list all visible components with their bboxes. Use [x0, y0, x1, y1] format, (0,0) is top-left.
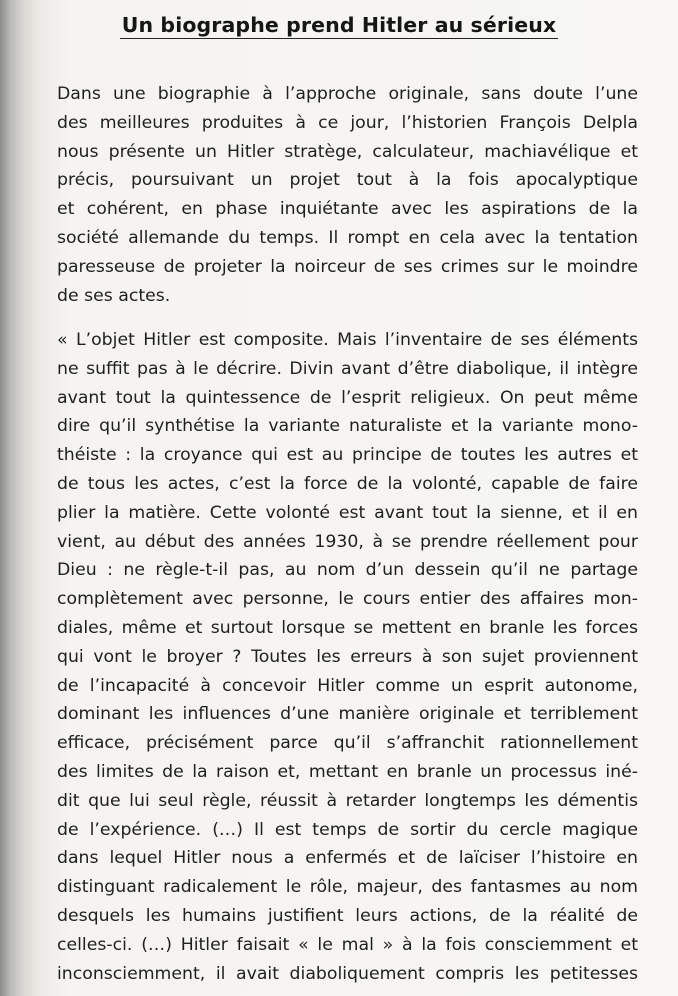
text-line: desquels les humains justifient leurs actions, de la réalité de	[57, 905, 638, 926]
text-line: dans lequel Hitler nous a enfermés et de laïciser l’histoire en	[57, 848, 638, 869]
text-line: de tous les actes, c’est la force de la volonté, capable de faire	[57, 473, 638, 494]
intro-paragraph	[57, 80, 638, 310]
text-line: Dans une biographie à l’approche originale, sans doute l’une	[57, 84, 638, 104]
text-line: dit que lui seul règle, réussit à retarder longtemps les démentis	[57, 790, 638, 811]
text-line: ne suffit pas à le décrire. Divin avant d’être diabolique, il intègre	[57, 358, 638, 379]
quote-paragraph	[57, 326, 638, 988]
text-line: vient, au début des années 1930, à se prendre réellement pour	[57, 531, 638, 552]
text-line: dominant les influences d’une manière originale et terriblement	[57, 704, 638, 725]
text-line: précis, poursuivant un projet tout à la fois apocalyptique	[57, 170, 638, 191]
text-line: « L’objet Hitler est composite. Mais l’inventaire de ses éléments	[57, 330, 638, 350]
text-line: des meilleures produites à ce jour, l’historien François Delpla	[57, 112, 638, 133]
text-line: et cohérent, en phase inquiétante avec les aspirations de la	[57, 199, 638, 220]
article-title-text: Un biographe prend Hitler au sérieux	[121, 13, 557, 37]
text-line: inconsciemment, il avait diaboliquement compris les petitesses	[57, 963, 638, 984]
text-line: de ses actes.	[57, 285, 171, 306]
text-line: plier la matière. Cette volonté est avant tout la sienne, et il en	[57, 502, 638, 523]
text-line: nous présente un Hitler stratège, calculateur, machiavélique et	[57, 141, 638, 162]
text-line: diales, même et surtout lorsque se mettent en branle les forces	[57, 617, 638, 638]
text-line: dire qu’il synthétise la variante naturaliste et la variante mono-	[57, 416, 638, 437]
text-line: des limites de la raison et, mettant en branle un processus iné-	[57, 761, 638, 782]
text-line: complètement avec personne, le cours entier des affaires mon-	[57, 589, 638, 610]
article-title	[0, 13, 678, 37]
text-line: celles-ci. (…) Hitler faisait « le mal » à la fois consciemment et	[57, 934, 638, 955]
text-line: avant tout la quintessence de l’esprit religieux. On peut même	[57, 387, 638, 408]
text-line: de l’incapacité à concevoir Hitler comme un esprit autonome,	[57, 675, 638, 696]
text-line: paresseuse de projeter la noirceur de ses crimes sur le moindre	[57, 256, 638, 277]
text-line: société allemande du temps. Il rompt en cela avec la tentation	[57, 227, 638, 248]
text-line: Dieu : ne règle-t-il pas, au nom d’un dessein qu’il ne partage	[57, 560, 638, 581]
text-line: efficace, précisément parce qu’il s’affranchit rationnellement	[57, 733, 638, 754]
text-line: de l’expérience. (…) Il est temps de sortir du cercle magique	[57, 819, 638, 840]
text-line: distinguant radicalement le rôle, majeur, des fantasmes au nom	[57, 877, 638, 898]
text-line: qui vont le broyer ? Toutes les erreurs à son sujet proviennent	[57, 646, 638, 667]
text-line: théiste : la croyance qui est au principe de toutes les autres et	[57, 445, 638, 466]
